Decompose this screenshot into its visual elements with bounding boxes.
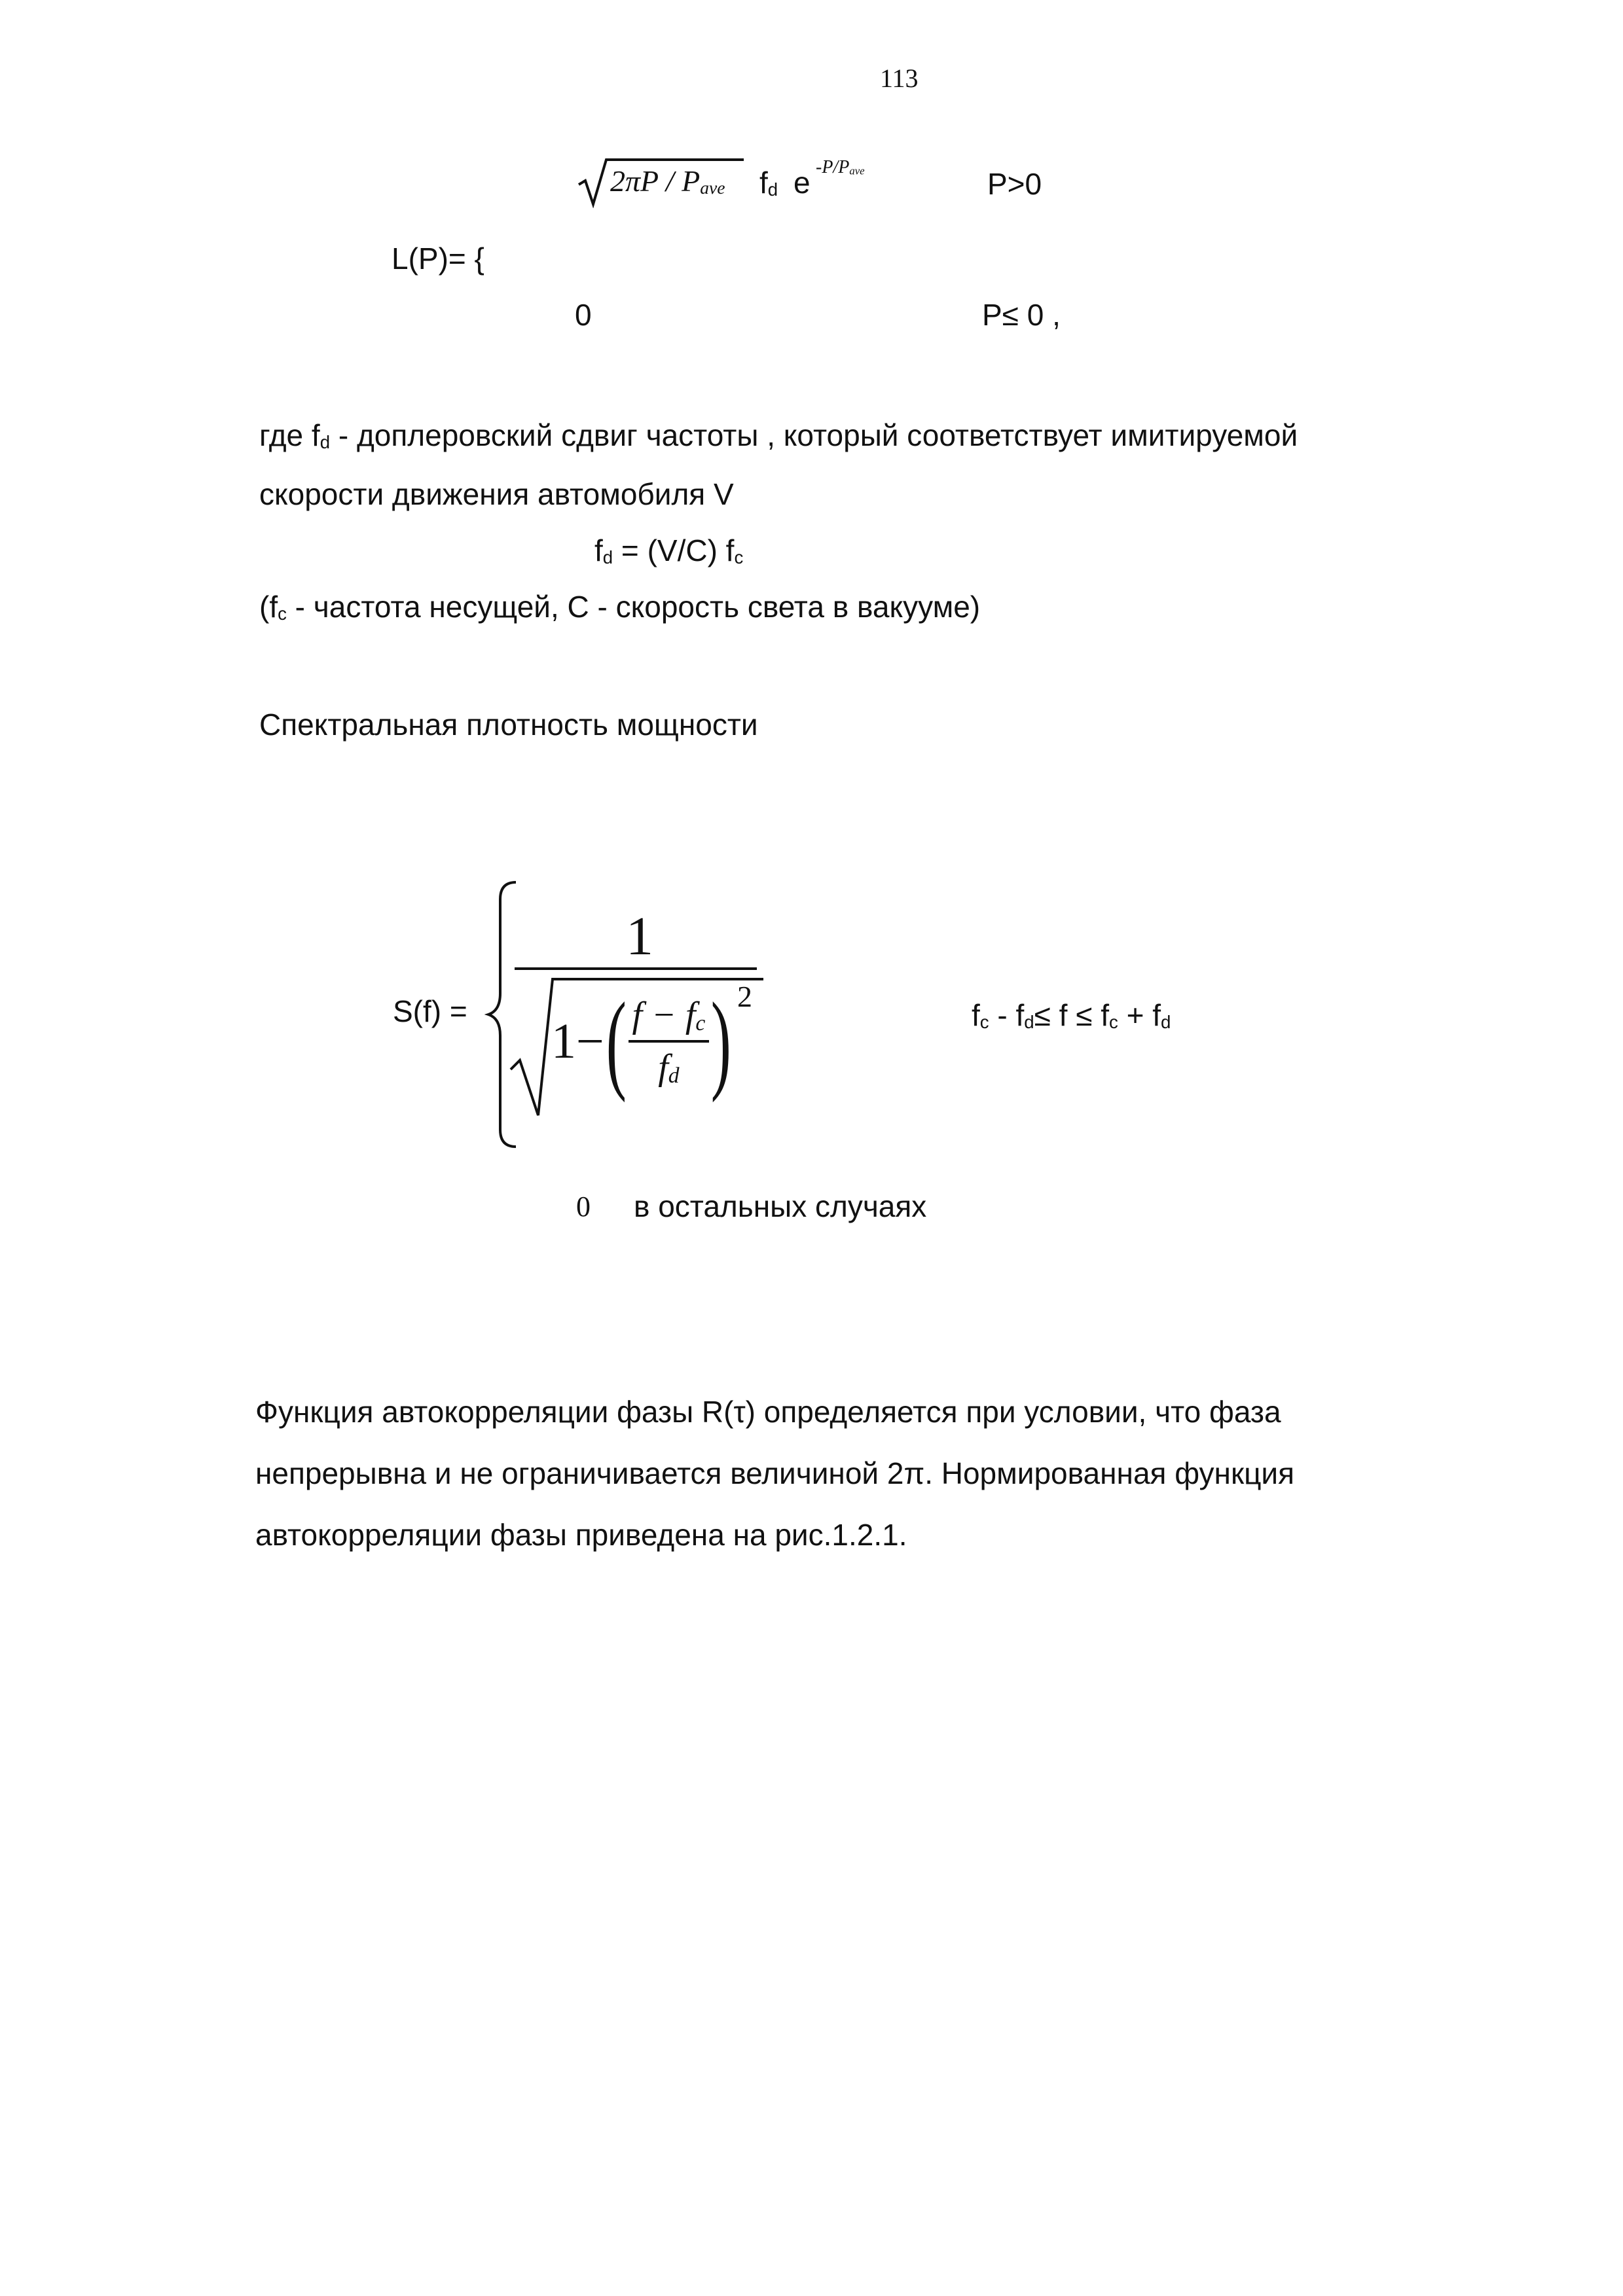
para2-line1: Функция автокорреляции фазы R(τ) определяется при условии, что фаза (255, 1395, 1281, 1429)
note-line: ($f_c$ - частота несущей, C - скорость света в вакууме) (259, 590, 981, 624)
S-one-minus: 1− (551, 1013, 604, 1069)
case1-condition: P>0 (987, 167, 1042, 201)
S-main-fraction-bar (515, 967, 757, 970)
factor-fd-L: $f_d$ (759, 166, 778, 200)
page-number: 113 (880, 63, 919, 93)
para2-line3: автокорреляции фазы приведена на рис.1.2.1. (255, 1518, 907, 1552)
exp-power-L: $-P/P_{ave}$ (816, 157, 865, 177)
formula-L-lhs: L(P)= { (392, 242, 484, 276)
para1-line1: где $f_d$ - доплеровский сдвиг частоты , который соответствует имитируемой (259, 418, 1298, 453)
para1-line2: скорости движения автомобиля V (259, 477, 734, 511)
S-radicand: 1− ( $\frac{f - f_c}{f_d}$ ) (551, 980, 732, 1103)
heading-psd: Спектральная плотность мощности (259, 708, 758, 742)
S-inner-fraction: $\frac{f - f_c}{f_d}$ (629, 994, 710, 1088)
formula-S-lhs: S(f) = (393, 994, 467, 1028)
exp-base-L: e (793, 166, 811, 200)
S-otherwise-value: 0 (576, 1191, 591, 1223)
S-power: 2 (737, 980, 752, 1013)
S-condition: $f_c - f_d\le f \le f_c + f_d$ (972, 998, 1171, 1033)
sqrt-arg-L: $2\pi P / P_{ave}$ (610, 164, 725, 198)
para2-line2: непрерывна и не ограничивается величиной 2π. Нормированная функция (255, 1456, 1295, 1490)
S-numerator: 1 (626, 906, 653, 967)
case2-value: 0 (575, 298, 592, 332)
case2-condition: P≤ 0 , (982, 298, 1061, 332)
equation-fd: $f_d = (V/C)$ $f_c$ (594, 533, 744, 568)
S-otherwise-text: в остальных случаях (634, 1189, 927, 1223)
